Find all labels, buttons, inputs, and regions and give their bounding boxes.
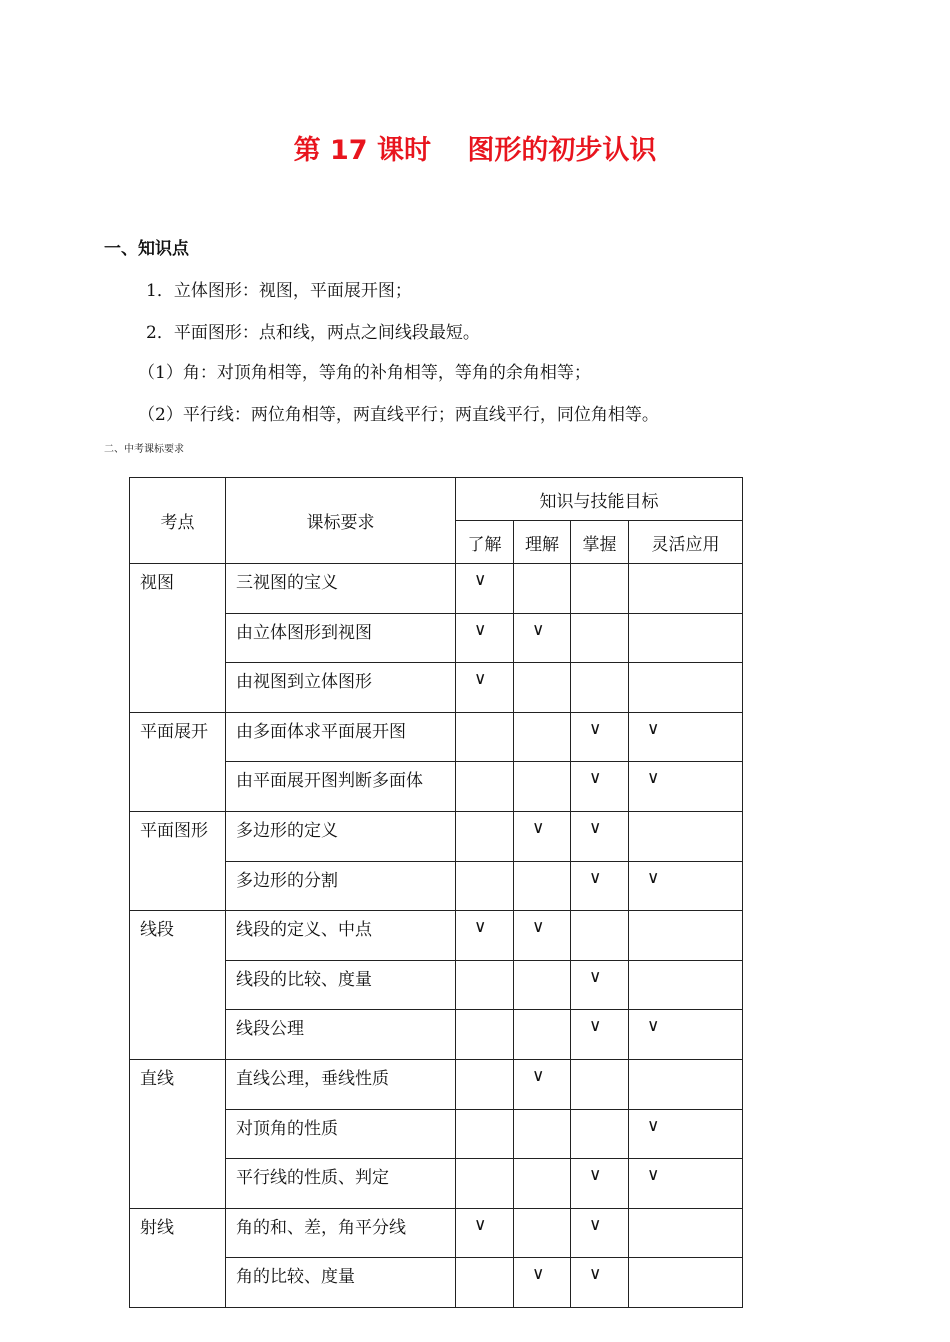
empty-level-cell (629, 564, 743, 614)
header-requirement: 课标要求 (226, 478, 456, 564)
empty-level-cell (456, 960, 514, 1010)
section-heading-knowledge: 一、知识点 (104, 239, 189, 259)
check-mark-icon: ∨ (514, 613, 571, 663)
table-row (130, 1059, 743, 1109)
check-mark-icon: ∨ (571, 712, 629, 762)
topic-cell: 射线 (130, 1208, 226, 1307)
knowledge-item-2: 2．平面图形：点和线，两点之间线段最短。 (146, 323, 480, 343)
check-mark-icon: ∨ (629, 1010, 743, 1060)
topic-cell: 线段 (130, 911, 226, 1060)
empty-level-cell (629, 663, 743, 713)
check-mark-icon: ∨ (571, 1159, 629, 1209)
knowledge-item-2-2: （2）平行线：两位角相等，两直线平行；两直线平行，同位角相等。 (138, 405, 659, 425)
check-mark-icon: ∨ (571, 762, 629, 812)
check-mark-icon: ∨ (456, 564, 514, 614)
empty-level-cell (629, 960, 743, 1010)
requirement-cell: 平行线的性质、判定 (226, 1159, 456, 1209)
empty-level-cell (571, 1059, 629, 1109)
check-mark-icon: ∨ (571, 1258, 629, 1308)
empty-level-cell (456, 1109, 514, 1159)
table-row (130, 564, 743, 614)
empty-level-cell (456, 1258, 514, 1308)
requirement-cell: 线段公理 (226, 1010, 456, 1060)
empty-level-cell (456, 762, 514, 812)
empty-level-cell (514, 1109, 571, 1159)
check-mark-icon: ∨ (629, 861, 743, 911)
knowledge-item-2-1: （1）角：对顶角相等，等角的补角相等，等角的余角相等； (138, 363, 591, 383)
section-heading-requirements: 二、中考课标要求 (104, 444, 184, 455)
page-title: 第 17 课时 图形的初步认识 (293, 135, 657, 166)
table-row (130, 712, 743, 762)
empty-level-cell (514, 960, 571, 1010)
requirement-cell: 多边形的分割 (226, 861, 456, 911)
empty-level-cell (629, 811, 743, 861)
topic-cell: 平面展开 (130, 712, 226, 811)
empty-level-cell (571, 613, 629, 663)
check-mark-icon: ∨ (514, 1258, 571, 1308)
header-topic: 考点 (130, 478, 226, 564)
empty-level-cell (571, 911, 629, 961)
header-level-apply: 灵活应用 (629, 521, 743, 564)
knowledge-item-1: 1．立体图形：视图，平面展开图； (146, 281, 412, 301)
requirement-cell: 线段的定义、中点 (226, 911, 456, 961)
empty-level-cell (514, 1159, 571, 1209)
empty-level-cell (456, 811, 514, 861)
check-mark-icon: ∨ (514, 911, 571, 961)
table-row (130, 1208, 743, 1258)
check-mark-icon: ∨ (456, 663, 514, 713)
requirement-cell: 由立体图形到视图 (226, 613, 456, 663)
check-mark-icon: ∨ (571, 960, 629, 1010)
empty-level-cell (514, 762, 571, 812)
header-level-comprehend: 理解 (514, 521, 571, 564)
empty-level-cell (456, 1010, 514, 1060)
empty-level-cell (514, 861, 571, 911)
check-mark-icon: ∨ (514, 811, 571, 861)
check-mark-icon: ∨ (629, 1159, 743, 1209)
empty-level-cell (571, 1109, 629, 1159)
empty-level-cell (629, 1059, 743, 1109)
empty-level-cell (514, 564, 571, 614)
table-row (130, 911, 743, 961)
requirement-cell: 直线公理，垂线性质 (226, 1059, 456, 1109)
requirement-cell: 由平面展开图判断多面体 (226, 762, 456, 812)
check-mark-icon: ∨ (629, 762, 743, 812)
empty-level-cell (629, 911, 743, 961)
check-mark-icon: ∨ (571, 1208, 629, 1258)
table-row (130, 811, 743, 861)
check-mark-icon: ∨ (456, 911, 514, 961)
requirement-cell: 角的比较、度量 (226, 1258, 456, 1308)
requirement-cell: 由视图到立体图形 (226, 663, 456, 713)
requirements-table (129, 477, 743, 1308)
empty-level-cell (571, 663, 629, 713)
check-mark-icon: ∨ (629, 712, 743, 762)
check-mark-icon: ∨ (456, 1208, 514, 1258)
check-mark-icon: ∨ (456, 613, 514, 663)
header-goals: 知识与技能目标 (456, 478, 743, 521)
check-mark-icon: ∨ (571, 861, 629, 911)
empty-level-cell (514, 663, 571, 713)
check-mark-icon: ∨ (514, 1059, 571, 1109)
check-mark-icon: ∨ (629, 1109, 743, 1159)
requirement-cell: 三视图的宝义 (226, 564, 456, 614)
empty-level-cell (514, 712, 571, 762)
empty-level-cell (514, 1010, 571, 1060)
topic-cell: 直线 (130, 1059, 226, 1208)
requirement-cell: 对顶角的性质 (226, 1109, 456, 1159)
empty-level-cell (629, 613, 743, 663)
empty-level-cell (629, 1208, 743, 1258)
check-mark-icon: ∨ (571, 811, 629, 861)
header-level-understand: 了解 (456, 521, 514, 564)
empty-level-cell (514, 1208, 571, 1258)
topic-cell: 视图 (130, 564, 226, 713)
requirement-cell: 线段的比较、度量 (226, 960, 456, 1010)
empty-level-cell (456, 861, 514, 911)
check-mark-icon: ∨ (571, 1010, 629, 1060)
empty-level-cell (456, 712, 514, 762)
topic-cell: 平面图形 (130, 811, 226, 910)
empty-level-cell (456, 1059, 514, 1109)
empty-level-cell (571, 564, 629, 614)
empty-level-cell (629, 1258, 743, 1308)
empty-level-cell (456, 1159, 514, 1209)
requirement-cell: 角的和、差，角平分线 (226, 1208, 456, 1258)
requirement-cell: 由多面体求平面展开图 (226, 712, 456, 762)
header-level-master: 掌握 (571, 521, 629, 564)
requirement-cell: 多边形的定义 (226, 811, 456, 861)
